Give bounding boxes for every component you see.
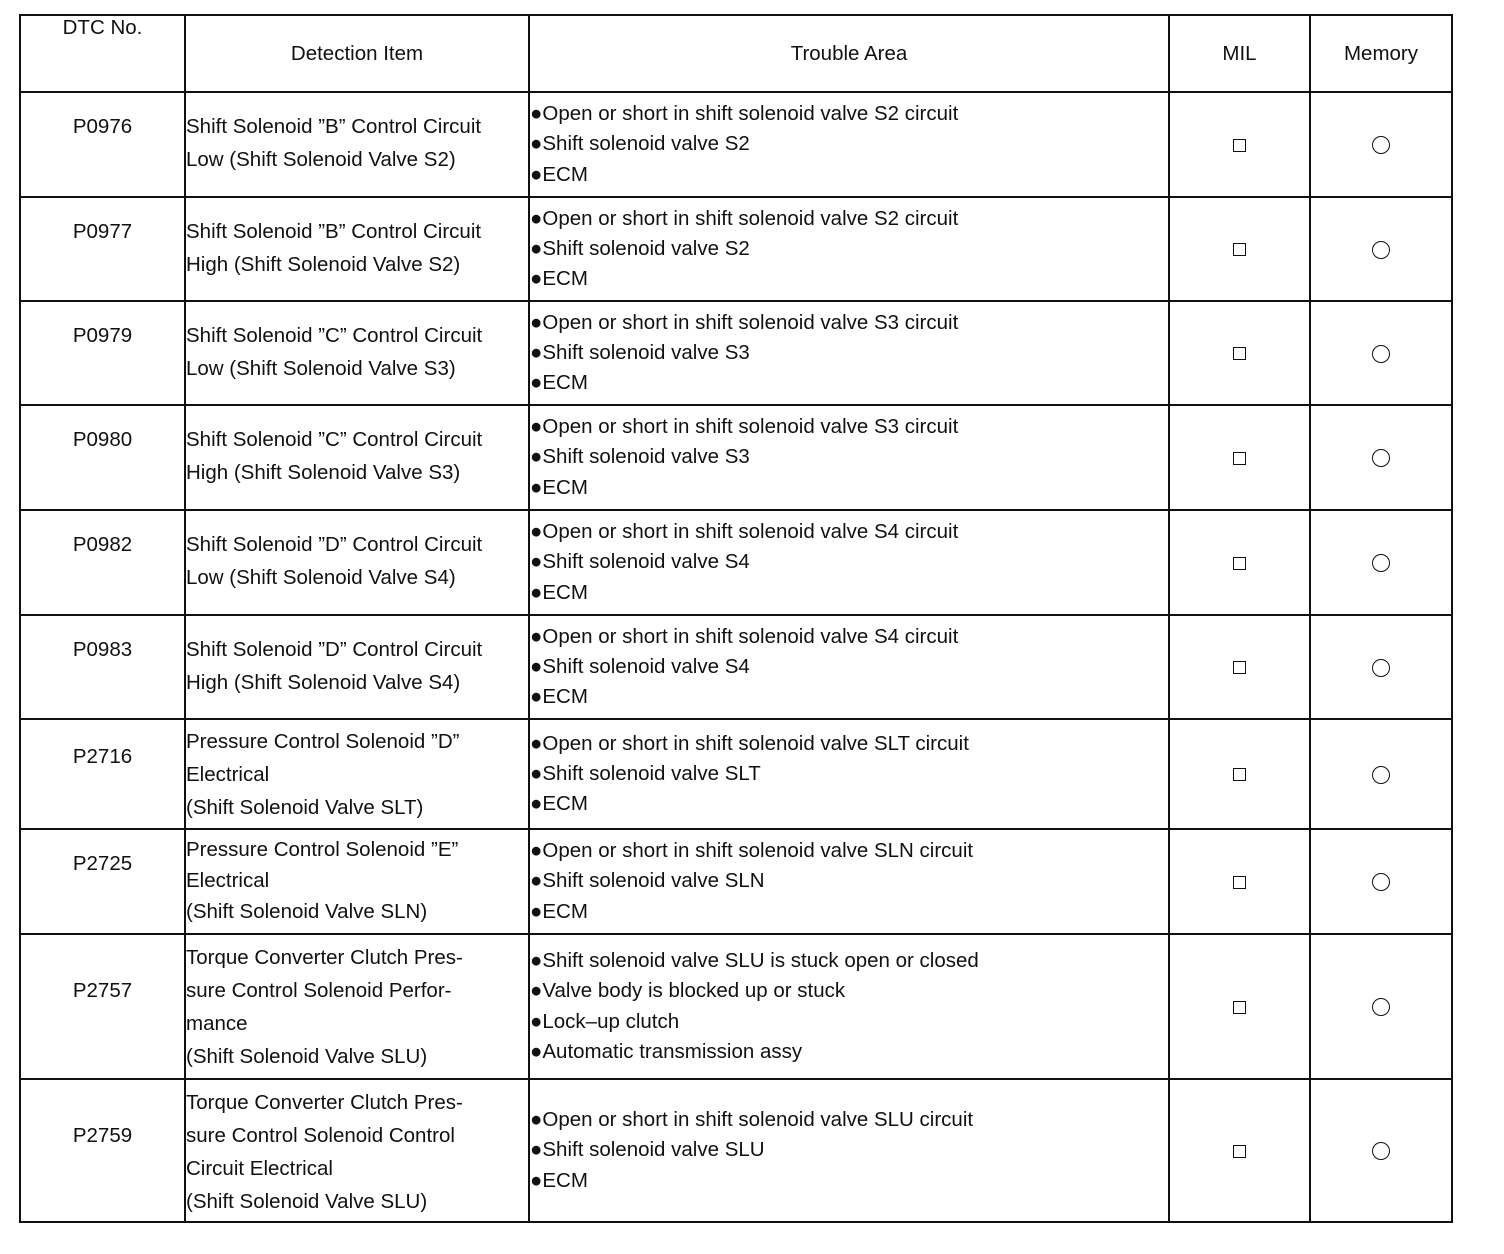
trouble-area-cell — [529, 934, 1169, 1079]
table-row — [20, 1079, 1452, 1222]
dtc-code: P2759 — [72, 1124, 133, 1147]
dtc-code: P2757 — [72, 979, 133, 1002]
dtc-code: P0979 — [72, 324, 133, 347]
trouble-area-cell — [529, 301, 1169, 405]
table-row — [20, 301, 1452, 405]
mil-cell — [1169, 615, 1310, 719]
square-icon — [1233, 1145, 1246, 1158]
dtc-code: P0976 — [72, 115, 133, 138]
memory-cell — [1310, 510, 1452, 615]
dtc-code: P0983 — [72, 638, 133, 661]
detection-item-cell — [185, 301, 529, 405]
trouble-area-line: ●Open or short in shift solenoid valve S3 circuit — [530, 415, 959, 439]
header-row — [20, 15, 1452, 92]
mil-cell — [1169, 301, 1310, 405]
table-row — [20, 510, 1452, 615]
table-row — [20, 719, 1452, 829]
table-row — [20, 92, 1452, 197]
detection-item-cell — [185, 934, 529, 1079]
dtc-code: P0980 — [72, 428, 133, 451]
square-icon — [1233, 243, 1246, 256]
circle-icon — [1372, 659, 1390, 677]
detection-item-line: Shift Solenoid ”C” Control Circuit — [186, 428, 483, 451]
detection-item-line: Circuit Electrical — [186, 1157, 333, 1180]
memory-cell — [1310, 405, 1452, 510]
memory-cell — [1310, 301, 1452, 405]
detection-item-cell — [185, 197, 529, 301]
circle-icon — [1372, 241, 1390, 259]
detection-item-line: High (Shift Solenoid Valve S4) — [186, 671, 461, 694]
detection-item-line: Electrical — [186, 763, 270, 786]
dtc-code: P2725 — [72, 852, 133, 875]
detection-item-line: sure Control Solenoid Perfor- — [186, 979, 452, 1002]
trouble-area-line: ●Open or short in shift solenoid valve SLT circuit — [530, 731, 969, 755]
detection-item-line: High (Shift Solenoid Valve S2) — [186, 253, 461, 276]
square-icon — [1233, 876, 1246, 889]
table-row — [20, 197, 1452, 301]
dtc-code-cell — [20, 719, 185, 829]
dtc-code: P0982 — [72, 533, 133, 556]
circle-icon — [1372, 449, 1390, 467]
trouble-area-line: ●Shift solenoid valve S2 — [530, 236, 750, 260]
trouble-area-line: ●Shift solenoid valve SLN — [530, 869, 765, 893]
dtc-code: P2716 — [72, 745, 133, 768]
trouble-area-line: ●ECM — [530, 371, 588, 395]
circle-icon — [1372, 1142, 1390, 1160]
circle-icon — [1372, 136, 1390, 154]
memory-cell — [1310, 934, 1452, 1079]
detection-item-cell — [185, 615, 529, 719]
header-dtc-no: DTC No. — [20, 15, 185, 92]
trouble-area-cell — [529, 719, 1169, 829]
table-row — [20, 405, 1452, 510]
trouble-area-cell — [529, 92, 1169, 197]
mil-cell — [1169, 197, 1310, 301]
trouble-area-line: ●ECM — [530, 580, 588, 604]
memory-cell — [1310, 615, 1452, 719]
detection-item-cell — [185, 92, 529, 197]
dtc-code-cell — [20, 301, 185, 405]
trouble-area-line: ●Automatic transmission assy — [530, 1039, 803, 1063]
circle-icon — [1372, 998, 1390, 1016]
trouble-area-cell — [529, 405, 1169, 510]
memory-cell — [1310, 719, 1452, 829]
detection-item-cell — [185, 405, 529, 510]
dtc-code-cell — [20, 615, 185, 719]
detection-item-line: mance — [186, 1012, 248, 1035]
trouble-area-line: ●Shift solenoid valve SLU is stuck open or closed — [530, 948, 979, 972]
dtc-code-cell — [20, 510, 185, 615]
dtc-code-cell — [20, 934, 185, 1079]
detection-item-line: Shift Solenoid ”D” Control Circuit — [186, 638, 483, 661]
square-icon — [1233, 557, 1246, 570]
detection-item-line: (Shift Solenoid Valve SLU) — [186, 1045, 428, 1068]
trouble-area-cell — [529, 615, 1169, 719]
circle-icon — [1372, 345, 1390, 363]
dtc-code-cell — [20, 1079, 185, 1222]
trouble-area-cell — [529, 829, 1169, 934]
trouble-area-line: ●Shift solenoid valve S3 — [530, 445, 750, 469]
trouble-area-line: ●Shift solenoid valve S4 — [530, 654, 750, 678]
detection-item-line: (Shift Solenoid Valve SLN) — [186, 900, 428, 923]
trouble-area-line: ●Open or short in shift solenoid valve S2 circuit — [530, 206, 959, 230]
trouble-area-line: ●ECM — [530, 475, 588, 499]
dtc-code-cell — [20, 92, 185, 197]
mil-cell — [1169, 829, 1310, 934]
trouble-area-cell — [529, 1079, 1169, 1222]
trouble-area-line: ●Open or short in shift solenoid valve SLN circuit — [530, 839, 974, 863]
table-row — [20, 829, 1452, 934]
detection-item-line: Electrical — [186, 869, 270, 892]
memory-cell — [1310, 829, 1452, 934]
square-icon — [1233, 661, 1246, 674]
detection-item-line: (Shift Solenoid Valve SLU) — [186, 1190, 428, 1213]
mil-cell — [1169, 719, 1310, 829]
detection-item-line: Low (Shift Solenoid Valve S3) — [186, 357, 456, 380]
detection-item-line: High (Shift Solenoid Valve S3) — [186, 461, 461, 484]
mil-cell — [1169, 405, 1310, 510]
trouble-area-line: ●Shift solenoid valve S2 — [530, 132, 750, 156]
trouble-area-line: ●Open or short in shift solenoid valve S4 circuit — [530, 624, 959, 648]
dtc-table — [19, 14, 1453, 1223]
trouble-area-line: ●Open or short in shift solenoid valve S2 circuit — [530, 102, 959, 126]
trouble-area-line: ●ECM — [530, 685, 588, 709]
memory-cell — [1310, 197, 1452, 301]
dtc-code: P0977 — [72, 220, 133, 243]
square-icon — [1233, 768, 1246, 781]
trouble-area-cell — [529, 197, 1169, 301]
trouble-area-line: ●ECM — [530, 792, 588, 816]
detection-item-line: Shift Solenoid ”D” Control Circuit — [186, 533, 483, 556]
detection-item-cell — [185, 719, 529, 829]
memory-cell — [1310, 1079, 1452, 1222]
detection-item-line: sure Control Solenoid Control — [186, 1124, 455, 1147]
mil-cell — [1169, 1079, 1310, 1222]
detection-item-line: Shift Solenoid ”B” Control Circuit — [186, 115, 482, 138]
trouble-area-line: ●ECM — [530, 162, 588, 186]
dtc-code-cell — [20, 829, 185, 934]
mil-cell — [1169, 510, 1310, 615]
trouble-area-line: ●ECM — [530, 1168, 588, 1192]
detection-item-line: Shift Solenoid ”B” Control Circuit — [186, 220, 482, 243]
trouble-area-line: ●Shift solenoid valve SLU — [530, 1138, 765, 1162]
detection-item-line: Torque Converter Clutch Pres- — [186, 1091, 463, 1114]
header-mil: MIL — [1169, 15, 1310, 92]
circle-icon — [1372, 873, 1390, 891]
detection-item-line: Pressure Control Solenoid ”D” — [186, 730, 460, 753]
table-row — [20, 934, 1452, 1079]
square-icon — [1233, 1001, 1246, 1014]
dtc-code-cell — [20, 405, 185, 510]
detection-item-line: (Shift Solenoid Valve SLT) — [186, 796, 424, 819]
header-trouble-area: Trouble Area — [529, 15, 1169, 92]
mil-cell — [1169, 92, 1310, 197]
detection-item-line: Low (Shift Solenoid Valve S2) — [186, 148, 456, 171]
detection-item-cell — [185, 829, 529, 934]
trouble-area-line: ●Open or short in shift solenoid valve SLU circuit — [530, 1108, 974, 1132]
header-detection-item: Detection Item — [185, 15, 529, 92]
memory-cell — [1310, 92, 1452, 197]
trouble-area-line: ●ECM — [530, 899, 588, 923]
detection-item-line: Shift Solenoid ”C” Control Circuit — [186, 324, 483, 347]
trouble-area-line: ●ECM — [530, 267, 588, 291]
table-row — [20, 615, 1452, 719]
trouble-area-line: ●Shift solenoid valve S4 — [530, 550, 750, 574]
circle-icon — [1372, 766, 1390, 784]
trouble-area-line: ●Open or short in shift solenoid valve S4 circuit — [530, 520, 959, 544]
detection-item-line: Pressure Control Solenoid ”E” — [186, 838, 459, 861]
square-icon — [1233, 139, 1246, 152]
trouble-area-line: ●Open or short in shift solenoid valve S3 circuit — [530, 310, 959, 334]
trouble-area-line: ●Shift solenoid valve S3 — [530, 340, 750, 364]
trouble-area-cell — [529, 510, 1169, 615]
detection-item-line: Torque Converter Clutch Pres- — [186, 946, 463, 969]
detection-item-line: Low (Shift Solenoid Valve S4) — [186, 566, 456, 589]
detection-item-cell — [185, 1079, 529, 1222]
trouble-area-line: ●Lock–up clutch — [530, 1009, 680, 1033]
trouble-area-line: ●Valve body is blocked up or stuck — [530, 979, 846, 1003]
trouble-area-line: ●Shift solenoid valve SLT — [530, 761, 761, 785]
dtc-code-cell — [20, 197, 185, 301]
mil-cell — [1169, 934, 1310, 1079]
square-icon — [1233, 347, 1246, 360]
circle-icon — [1372, 554, 1390, 572]
square-icon — [1233, 452, 1246, 465]
detection-item-cell — [185, 510, 529, 615]
header-memory: Memory — [1310, 15, 1452, 92]
